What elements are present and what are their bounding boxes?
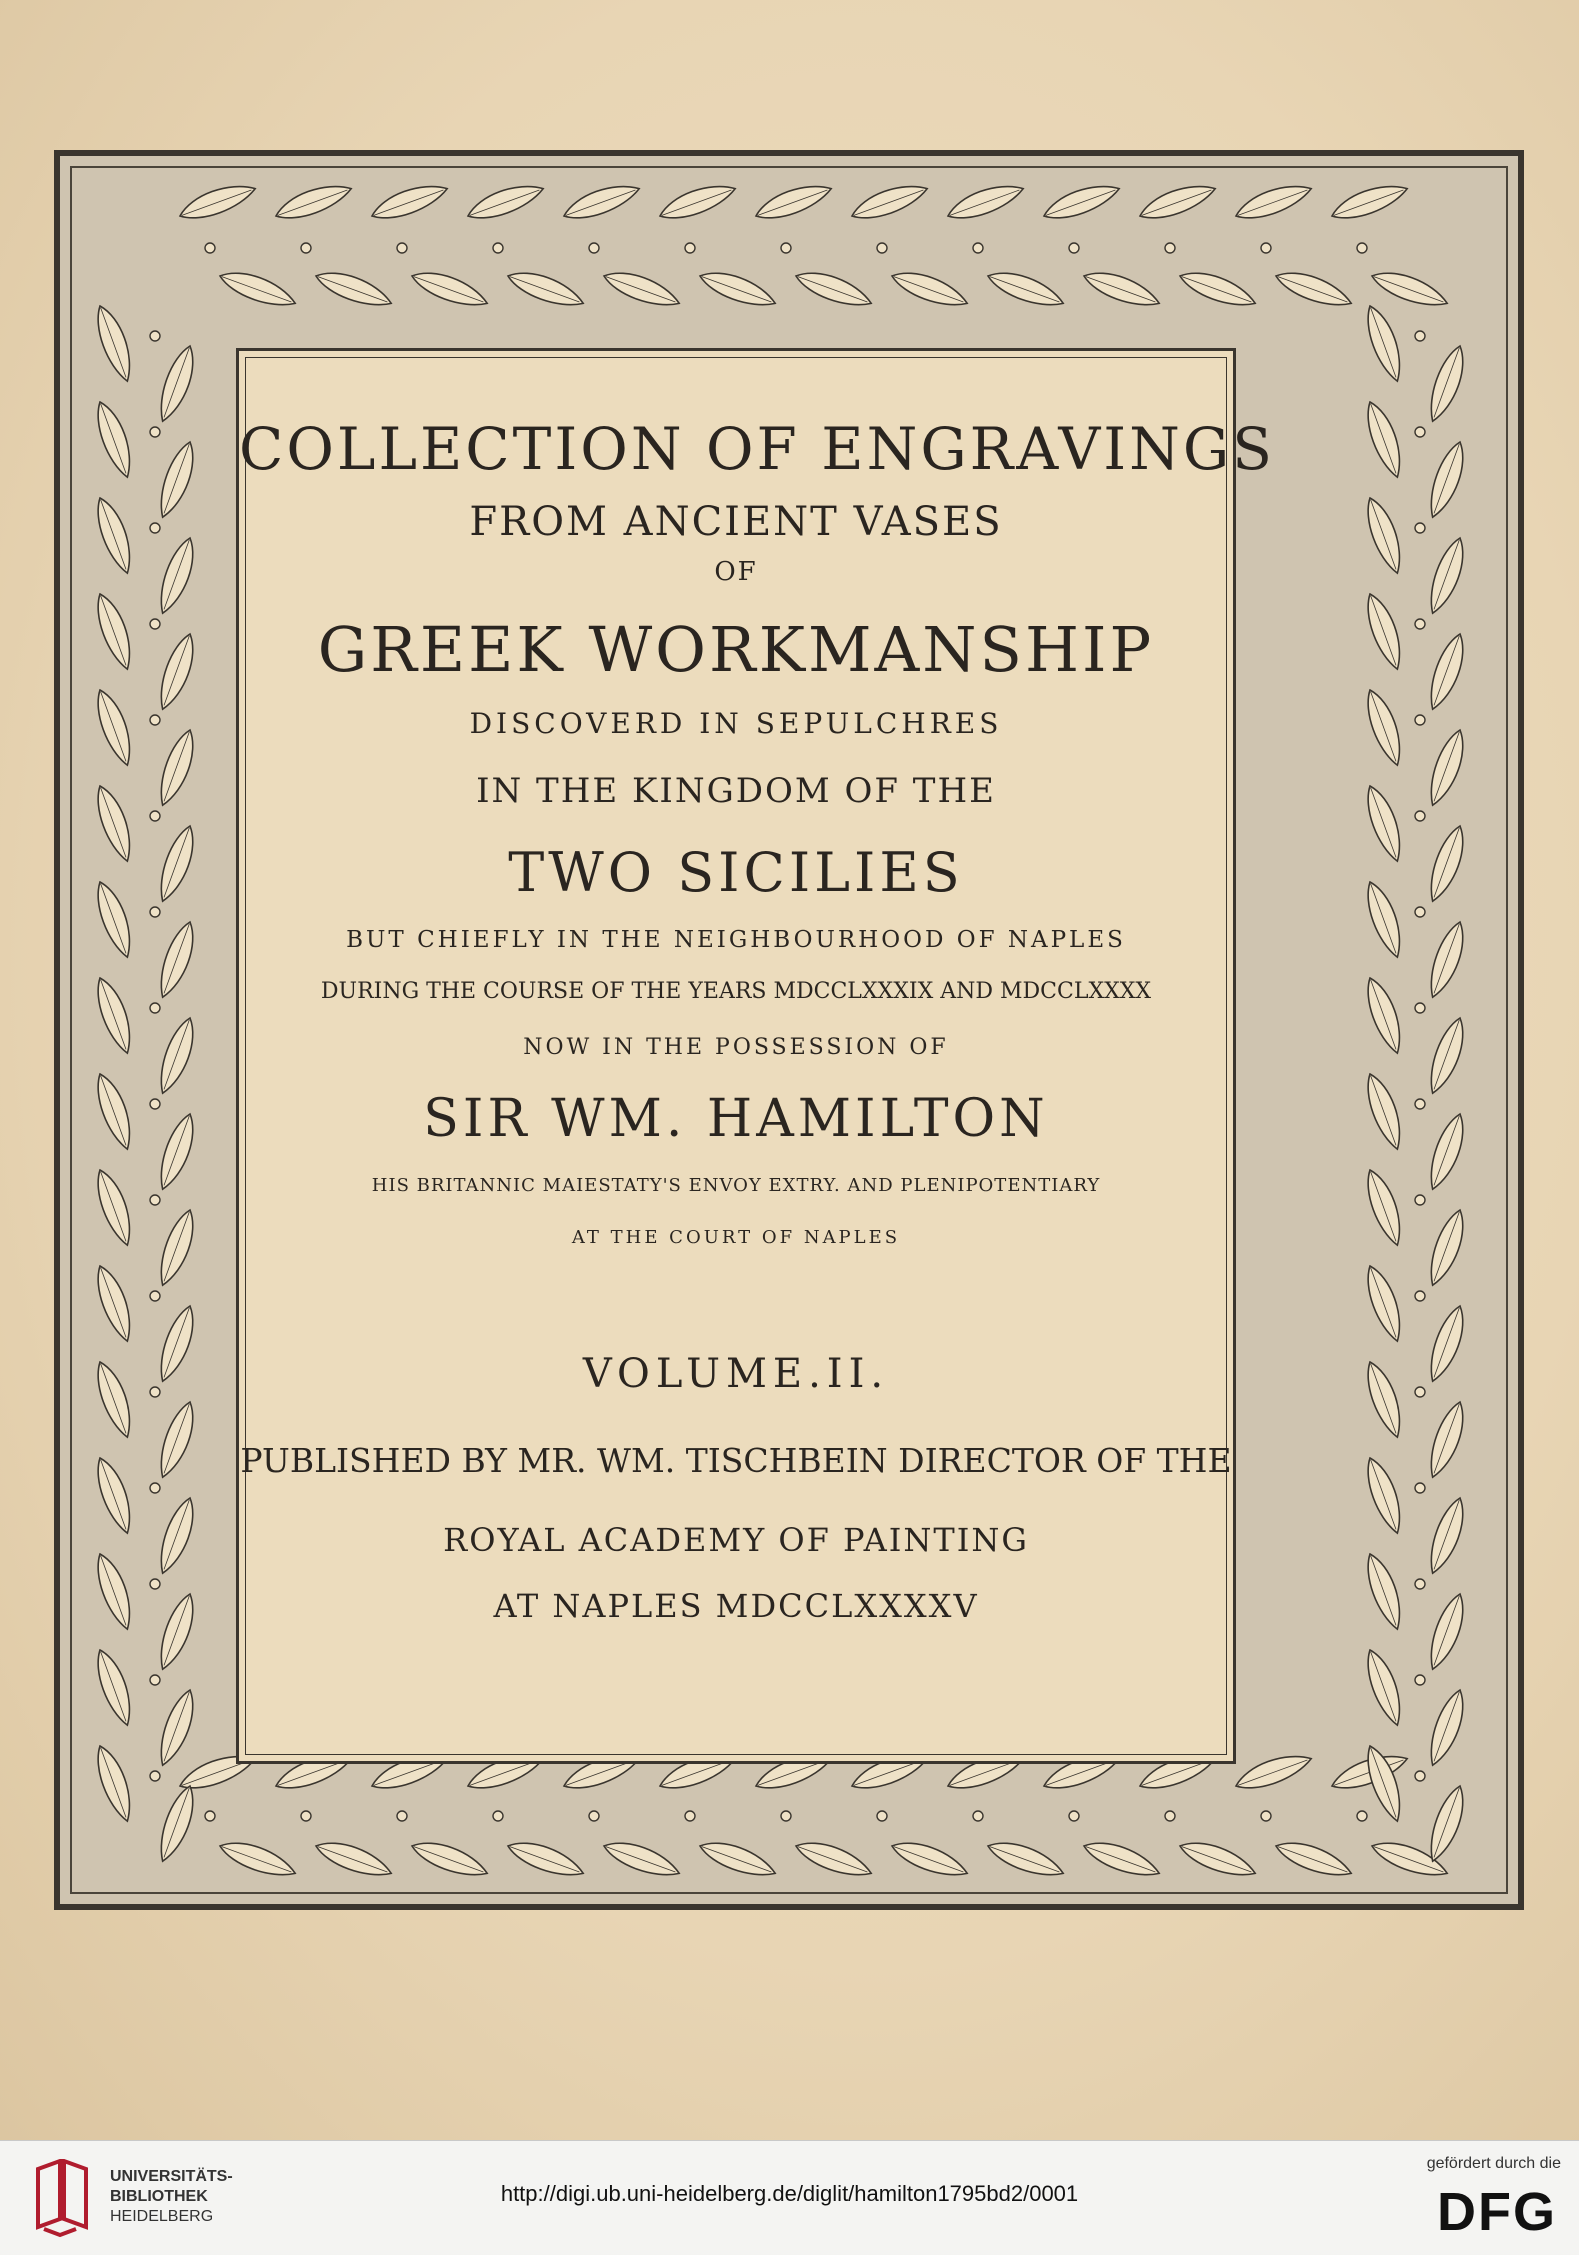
title-line-royal-academy: ROYAL ACADEMY OF PAINTING xyxy=(443,1521,1029,1559)
laurel-berry xyxy=(1415,619,1425,629)
laurel-leaf xyxy=(153,630,202,713)
laurel-leaf xyxy=(1360,1070,1409,1153)
digitization-footer xyxy=(0,2140,1579,2255)
laurel-leaf xyxy=(1360,1358,1409,1441)
laurel-berry xyxy=(1415,427,1425,437)
laurel-leaf xyxy=(600,1835,683,1884)
laurel-leaf xyxy=(504,265,587,314)
title-line-years: DURING THE COURSE OF THE YEARS MDCCLXXXIX AND MDCCLXXXX xyxy=(320,979,1152,1004)
laurel-leaf xyxy=(600,265,683,314)
laurel-berry xyxy=(1069,243,1079,253)
laurel-leaf xyxy=(944,177,1027,226)
laurel-leaf xyxy=(312,265,395,314)
laurel-leaf xyxy=(408,1835,491,1884)
laurel-berry xyxy=(1357,243,1367,253)
laurel-berry xyxy=(150,715,160,725)
laurel-berry xyxy=(1415,907,1425,917)
laurel-leaf xyxy=(1423,726,1472,809)
laurel-leaf xyxy=(848,177,931,226)
laurel-leaf xyxy=(90,1262,139,1345)
laurel-berry xyxy=(397,243,407,253)
laurel-berry xyxy=(150,1675,160,1685)
title-line-naples-date: AT NAPLES MDCCLXXXXV xyxy=(493,1587,979,1625)
laurel-berry xyxy=(685,1811,695,1821)
laurel-berry xyxy=(1415,1291,1425,1301)
laurel-berry xyxy=(1261,243,1271,253)
laurel-berry xyxy=(150,1291,160,1301)
laurel-leaf xyxy=(216,265,299,314)
laurel-leaf xyxy=(90,302,139,385)
laurel-leaf xyxy=(153,1686,202,1769)
laurel-berry xyxy=(589,1811,599,1821)
laurel-berry xyxy=(1415,1003,1425,1013)
laurel-leaf xyxy=(1423,1014,1472,1097)
laurel-leaf xyxy=(368,177,451,226)
laurel-berry xyxy=(301,243,311,253)
laurel-berry xyxy=(973,243,983,253)
laurel-leaf xyxy=(90,398,139,481)
laurel-berry xyxy=(1165,243,1175,253)
laurel-leaf xyxy=(504,1835,587,1884)
laurel-leaf xyxy=(153,918,202,1001)
laurel-leaf xyxy=(1360,686,1409,769)
laurel-berry xyxy=(150,811,160,821)
laurel-berry xyxy=(1069,1811,1079,1821)
title-line-from-ancient-vases: FROM ANCIENT VASES xyxy=(469,499,1003,545)
laurel-leaf xyxy=(272,177,355,226)
laurel-leaf xyxy=(153,1494,202,1577)
laurel-leaf xyxy=(1360,1454,1409,1537)
title-line-collection: COLLECTION OF ENGRAVINGS xyxy=(239,415,1275,483)
laurel-berry xyxy=(493,243,503,253)
laurel-berry xyxy=(1415,331,1425,341)
laurel-leaf xyxy=(90,1070,139,1153)
laurel-leaf xyxy=(1272,265,1355,314)
laurel-leaf xyxy=(90,1550,139,1633)
laurel-berry xyxy=(973,1811,983,1821)
title-line-published-by: PUBLISHED BY MR. WM. TISCHBEIN DIRECTOR OF THE xyxy=(240,1441,1232,1480)
laurel-berry xyxy=(150,331,160,341)
laurel-leaf xyxy=(984,265,1067,314)
laurel-leaf xyxy=(1423,1110,1472,1193)
laurel-leaf xyxy=(312,1835,395,1884)
laurel-leaf xyxy=(1423,630,1472,713)
laurel-leaf xyxy=(1080,1835,1163,1884)
laurel-leaf xyxy=(1423,1494,1472,1577)
laurel-leaf xyxy=(1328,177,1411,226)
laurel-berry xyxy=(150,1483,160,1493)
laurel-leaf xyxy=(752,177,835,226)
laurel-leaf xyxy=(1272,1835,1355,1884)
laurel-leaf xyxy=(90,590,139,673)
laurel-leaf xyxy=(792,265,875,314)
laurel-berry xyxy=(1415,1387,1425,1397)
title-line-court: AT THE COURT OF NAPLES xyxy=(571,1227,901,1248)
laurel-berry xyxy=(397,1811,407,1821)
laurel-berry xyxy=(1415,1195,1425,1205)
laurel-berry xyxy=(1357,1811,1367,1821)
laurel-leaf xyxy=(1360,494,1409,577)
laurel-berry xyxy=(1415,715,1425,725)
laurel-leaf xyxy=(1360,590,1409,673)
laurel-leaf xyxy=(153,726,202,809)
laurel-berry xyxy=(150,1771,160,1781)
permalink-url[interactable]: http://digi.ub.uni-heidelberg.de/diglit/hamilton1795bd2/0001 xyxy=(500,2181,1079,2206)
laurel-leaf xyxy=(696,1835,779,1884)
laurel-leaf xyxy=(1368,265,1451,314)
laurel-leaf xyxy=(153,1590,202,1673)
library-name-line1: UNIVERSITÄTS- xyxy=(110,2168,233,2185)
laurel-leaf xyxy=(153,342,202,425)
laurel-leaf xyxy=(1423,822,1472,905)
laurel-leaf xyxy=(90,1646,139,1729)
laurel-leaf xyxy=(90,974,139,1057)
dfg-logo: DFG xyxy=(1437,2182,1557,2242)
laurel-leaf xyxy=(90,878,139,961)
laurel-leaf xyxy=(153,1302,202,1385)
laurel-berry xyxy=(1415,1579,1425,1589)
laurel-leaf xyxy=(1360,782,1409,865)
laurel-berry xyxy=(1415,811,1425,821)
title-line-of: OF xyxy=(714,557,758,587)
title-line-volume: VOLUME.II. xyxy=(582,1351,890,1397)
laurel-leaf xyxy=(408,265,491,314)
laurel-leaf xyxy=(1176,1835,1259,1884)
laurel-berry xyxy=(589,243,599,253)
laurel-leaf xyxy=(696,265,779,314)
laurel-berry xyxy=(150,1003,160,1013)
title-line-neighbourhood: BUT CHIEFLY IN THE NEIGHBOURHOOD OF NAPLES xyxy=(346,927,1126,953)
laurel-leaf xyxy=(90,782,139,865)
laurel-leaf xyxy=(1360,1646,1409,1729)
laurel-leaf xyxy=(1423,1590,1472,1673)
library-name-line2: BIBLIOTHEK xyxy=(110,2188,208,2205)
laurel-berry xyxy=(781,243,791,253)
title-line-kingdom: IN THE KINGDOM OF THE xyxy=(476,771,996,811)
title-line-envoy: HIS BRITANNIC MAIESTATY'S ENVOY EXTRY. AND PLENIPOTENTIARY xyxy=(371,1175,1101,1196)
laurel-leaf xyxy=(1232,1747,1315,1796)
title-panel xyxy=(236,348,1275,1764)
laurel-leaf xyxy=(1423,1398,1472,1481)
laurel-berry xyxy=(685,243,695,253)
laurel-leaf xyxy=(1423,918,1472,1001)
laurel-berry xyxy=(1415,523,1425,533)
laurel-leaf xyxy=(153,534,202,617)
laurel-leaf xyxy=(1423,534,1472,617)
laurel-leaf xyxy=(1360,1550,1409,1633)
laurel-leaf xyxy=(656,177,739,226)
laurel-leaf xyxy=(464,177,547,226)
laurel-leaf xyxy=(153,822,202,905)
laurel-leaf xyxy=(1360,1166,1409,1249)
laurel-leaf xyxy=(90,1166,139,1249)
title-line-two-sicilies: TWO SICILIES xyxy=(508,841,964,904)
laurel-leaf xyxy=(1423,342,1472,425)
title-line-discoverd: DISCOVERD IN SEPULCHRES xyxy=(469,707,1003,740)
laurel-leaf xyxy=(984,1835,1067,1884)
laurel-berry xyxy=(150,1099,160,1109)
laurel-leaf xyxy=(90,494,139,577)
laurel-leaf xyxy=(153,1014,202,1097)
laurel-leaf xyxy=(153,1398,202,1481)
laurel-leaf xyxy=(153,438,202,521)
laurel-leaf xyxy=(90,1742,139,1825)
laurel-berry xyxy=(205,1811,215,1821)
funding-note: gefördert durch die xyxy=(1426,2155,1561,2172)
laurel-berry xyxy=(877,1811,887,1821)
laurel-leaf xyxy=(1360,302,1409,385)
laurel-leaf xyxy=(1360,974,1409,1057)
laurel-leaf xyxy=(1360,398,1409,481)
laurel-berry xyxy=(150,1195,160,1205)
title-line-sir-hamilton: SIR WM. HAMILTON xyxy=(423,1089,1049,1149)
laurel-leaf xyxy=(176,177,259,226)
laurel-leaf xyxy=(153,1110,202,1193)
laurel-berry xyxy=(150,1579,160,1589)
laurel-leaf xyxy=(216,1835,299,1884)
laurel-leaf xyxy=(792,1835,875,1884)
laurel-leaf xyxy=(90,1358,139,1441)
laurel-leaf xyxy=(888,265,971,314)
title-line-greek-workmanship: GREEK WORKMANSHIP xyxy=(317,613,1155,686)
laurel-leaf xyxy=(1232,177,1315,226)
laurel-leaf xyxy=(1423,438,1472,521)
laurel-berry xyxy=(1165,1811,1175,1821)
laurel-leaf xyxy=(1360,878,1409,961)
laurel-leaf xyxy=(90,1454,139,1537)
laurel-berry xyxy=(301,1811,311,1821)
laurel-berry xyxy=(150,1387,160,1397)
laurel-berry xyxy=(205,243,215,253)
laurel-leaf xyxy=(1423,1302,1472,1385)
library-name-line3: HEIDELBERG xyxy=(110,2208,214,2225)
laurel-berry xyxy=(150,523,160,533)
laurel-leaf xyxy=(1423,1686,1472,1769)
laurel-leaf xyxy=(153,1206,202,1289)
laurel-berry xyxy=(781,1811,791,1821)
laurel-berry xyxy=(1415,1675,1425,1685)
laurel-leaf xyxy=(1136,177,1219,226)
title-line-possession: NOW IN THE POSSESSION OF xyxy=(523,1035,949,1060)
laurel-berry xyxy=(1415,1483,1425,1493)
laurel-berry xyxy=(150,619,160,629)
laurel-berry xyxy=(1261,1811,1271,1821)
laurel-berry xyxy=(150,907,160,917)
laurel-leaf xyxy=(560,177,643,226)
laurel-leaf xyxy=(1360,1262,1409,1345)
laurel-leaf xyxy=(1040,177,1123,226)
laurel-berry xyxy=(493,1811,503,1821)
laurel-leaf xyxy=(1176,265,1259,314)
laurel-leaf xyxy=(1080,265,1163,314)
laurel-berry xyxy=(1415,1771,1425,1781)
laurel-leaf xyxy=(153,1782,202,1865)
laurel-berry xyxy=(1415,1099,1425,1109)
laurel-leaf xyxy=(90,686,139,769)
laurel-berry xyxy=(877,243,887,253)
laurel-leaf xyxy=(1423,1206,1472,1289)
laurel-leaf xyxy=(888,1835,971,1884)
laurel-leaf xyxy=(1423,1782,1472,1865)
laurel-berry xyxy=(150,427,160,437)
